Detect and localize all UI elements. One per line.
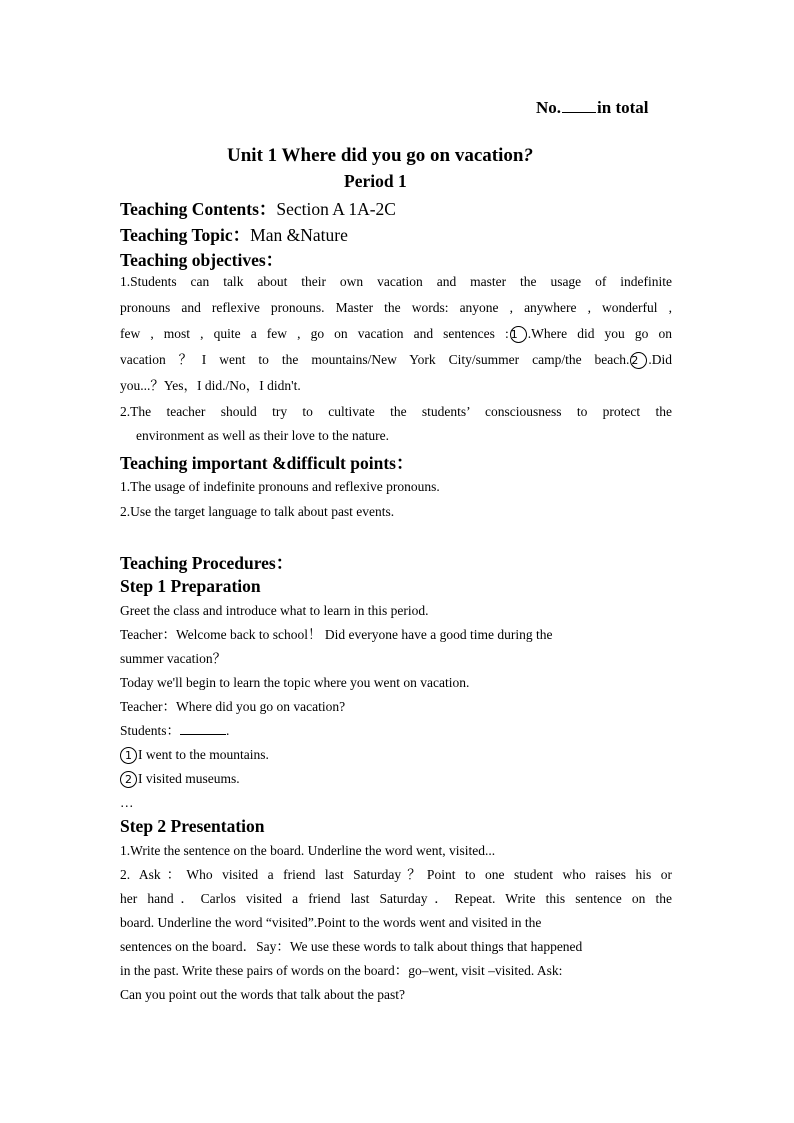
objectives-line-6: 2.The teacher should try to cultivate the students’ consciousness to protect the [120,404,672,419]
objectives-line-5: you...？Yes，I did./No，I didn't. [120,378,301,393]
step2-line-1: 1.Write the sentence on the board. Underline the word went, visited... [120,843,496,858]
teaching-objectives-heading: Teaching objectives： [120,250,284,270]
step1-line-2: Teacher：Welcome back to school！ Did everyone have a good time during the [120,627,553,642]
step2-line-7: Can you point out the words that talk about the past? [120,987,405,1002]
step1-line-4: Today we'll begin to learn the topic where you went on vacation. [120,675,470,690]
unit-title-mark: ? [523,145,533,166]
objectives-line-3 [120,322,672,346]
points-item-1: 1.The usage of indefinite pronouns and reflexive pronouns. [120,479,440,494]
circled-number-1: 1 [510,326,527,343]
objectives-line-4 [120,348,672,372]
step2-line-6: in the past. Write these pairs of words on the board：go–went, visit –visited. Ask: [120,963,563,978]
step1-ellipsis: … [120,795,134,810]
step2-heading: Step 2 Presentation [120,816,265,836]
lesson-number-suffix: in total [597,98,649,117]
step1-heading: Step 1 Preparation [120,576,261,596]
step1-line-5: Teacher：Where did you go on vacation? [120,699,346,714]
circled-number-2b: 2 [120,771,137,788]
step2-line-5: sentences on the board．Say：We use these words to talk about things that happened [120,939,583,954]
step1-line-7 [120,743,269,767]
unit-title [227,145,533,167]
objectives-line-3-text: few , most , quite a few , go on vacation and sentences : [120,326,509,341]
step1-line-6 [120,719,229,743]
objectives-line-4-end: .Did [648,352,672,367]
period-title: Period 1 [344,171,407,191]
objectives-line-7: environment as well as their love to the nature. [136,428,390,443]
lesson-number-prefix: No. [536,98,562,117]
circled-number-2: 2 [630,352,647,369]
objectives-line-1: 1.Students can talk about their own vacation and master the usage of indefinite [120,274,672,289]
objectives-line-2: pronouns and reflexive pronouns. Master the words: anyone , anywhere , wonderful , [120,300,672,315]
objectives-line-3-end: .Where did you go on [527,326,672,341]
step1-line-8 [120,767,240,791]
step1-answer-2: I visited museums. [138,771,240,786]
students-answer-blank [180,722,226,735]
points-item-2: 2.Use the target language to talk about past events. [120,504,395,519]
step1-answer-1: I went to the mountains. [138,747,269,762]
step2-line-2: 2. Ask：Who visited a friend last Saturday？Point to one student who raises his or [120,867,672,882]
teaching-topic [120,222,348,247]
step1-line-1: Greet the class and introduce what to learn in this period. [120,603,429,618]
objectives-line-4-text: vacation ？I went to the mountains/New York City/summer camp/the beach. [120,352,630,367]
procedures-heading: Teaching Procedures： [120,553,294,573]
lesson-number-blank [562,98,596,113]
circled-number-1b: 1 [120,747,137,764]
step2-line-3: her hand．Carlos visited a friend last Saturday．Repeat. Write this sentence on the [120,891,672,906]
step1-students-label: Students： [120,723,181,738]
unit-title-text: Unit 1 Where did you go on vacation [227,145,524,166]
lesson-number-line [536,98,649,118]
teaching-topic-value: Man &Nature [250,225,348,245]
step2-line-4: board. Underline the word “visited”.Point to the words went and visited in the [120,915,542,930]
teaching-contents-label: Teaching Contents： [120,199,277,219]
teaching-topic-label: Teaching Topic： [120,225,251,245]
teaching-contents-value: Section A 1A-2C [276,199,396,219]
points-heading: Teaching important &difficult points： [120,453,414,473]
step1-students-end: . [226,723,230,738]
teaching-contents [120,196,396,221]
step1-line-3: summer vacation？ [120,651,227,666]
